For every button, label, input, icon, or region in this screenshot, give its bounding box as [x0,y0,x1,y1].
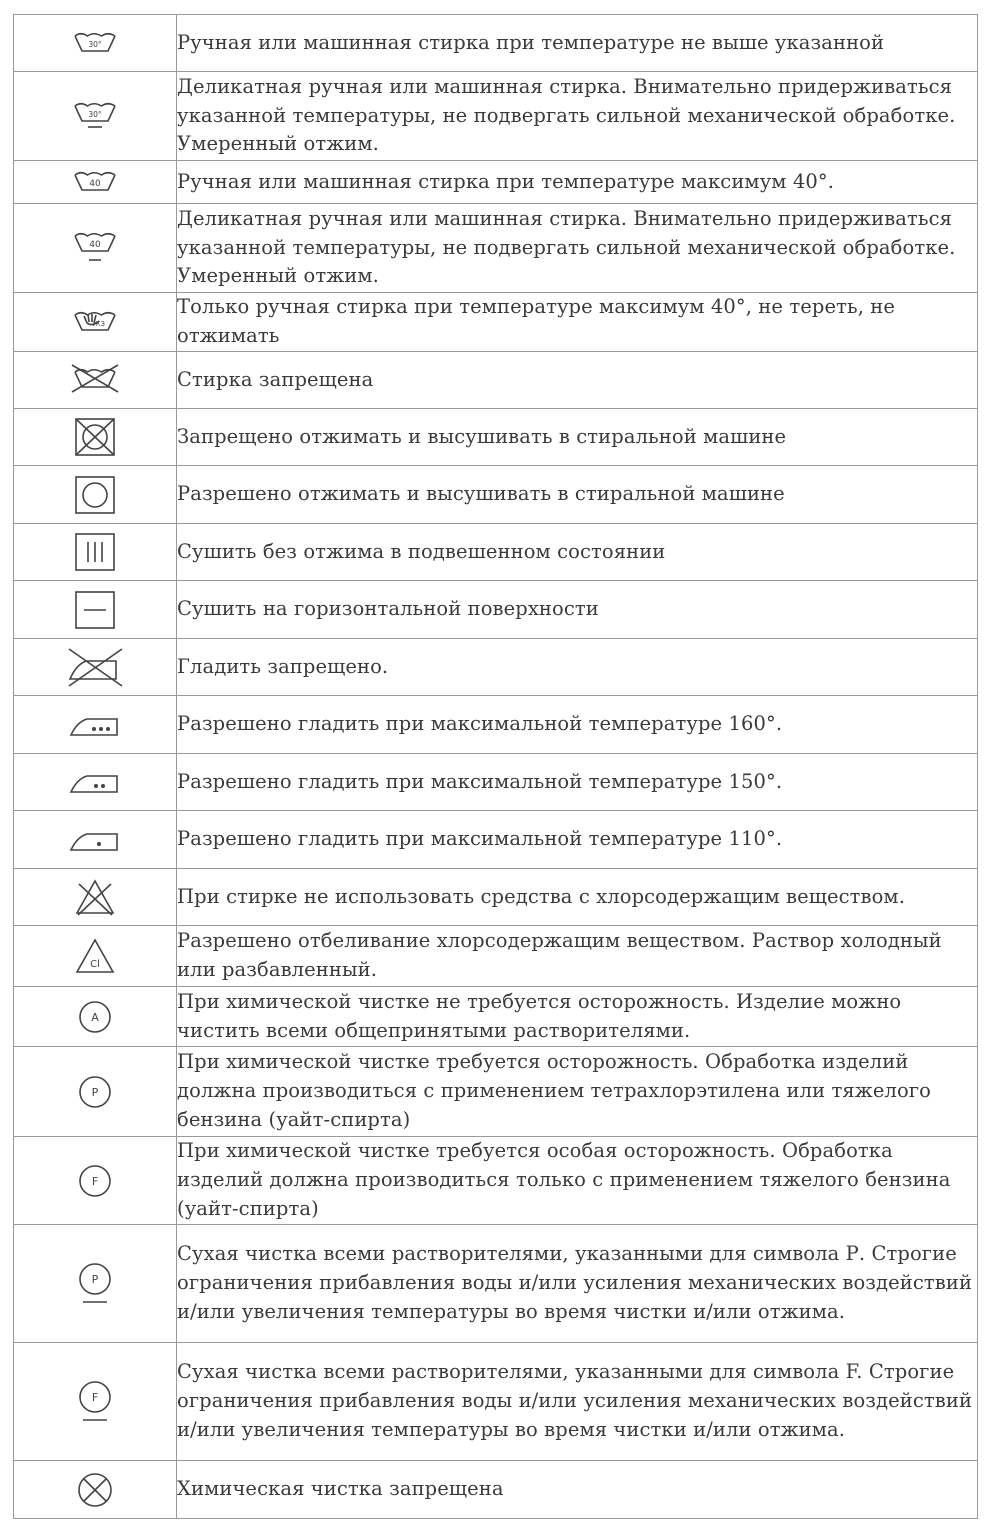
line-dry-icon [14,531,176,573]
care-row [14,926,978,987]
care-row [14,987,978,1047]
care-description: Разрешено гладить при максимальной температуре 160°. [177,696,978,754]
care-description: Разрешено гладить при максимальной температуре 150°. [177,754,978,811]
care-row [14,1461,978,1519]
dry-clean-letter: P [91,1272,99,1286]
wash-30-gentle-icon [14,100,176,132]
care-symbol-cell [14,352,177,409]
care-symbol-cell [14,987,177,1047]
care-symbol-cell [14,72,177,161]
care-symbol-cell [14,639,177,696]
wash-40-icon [14,169,176,195]
care-description: Разрешено отбеливание хлорсодержащим веществом. Раствор холодный или разбавленный. [177,926,978,987]
care-symbol-cell [14,926,177,987]
dry-clean-p-icon [14,1072,176,1112]
care-symbol-cell [14,293,177,352]
care-symbol-cell [14,1343,177,1461]
care-symbol-cell [14,15,177,72]
care-row [14,15,978,72]
care-row [14,869,978,926]
do-not-iron-icon [14,645,176,689]
wash-40-gentle-icon [14,229,176,267]
care-description: Сухая чистка всеми растворителями, указанными для символа F. Строгие ограничения прибавления воды и/или усиления механических воздействий и/или увеличения температуры во время чистки и/или отжима. [177,1343,978,1461]
dry-flat-icon [14,589,176,631]
care-description: Деликатная ручная или машинная стирка. Внимательно придерживаться указанной температуры, не подвергать сильной механической обработке. Умеренный отжим. [177,72,978,161]
care-row [14,352,978,409]
dry-clean-f-icon [14,1161,176,1201]
care-description: При химической чистке требуется осторожность. Обработка изделий должна производиться с применением тетрахлорэтилена или тяжелого бензина (уайт-спирта) [177,1047,978,1137]
care-symbol-cell [14,1047,177,1137]
care-row [14,696,978,754]
do-not-wash-icon [14,363,176,397]
care-symbol-cell [14,204,177,293]
care-symbol-cell [14,581,177,639]
wash-temp-label: 40 [89,179,101,189]
care-description: Ручная или машинная стирка при температуре не выше указанной [177,15,978,72]
dry-clean-letter: F [91,1174,99,1188]
care-row [14,161,978,204]
care-symbol-cell [14,161,177,204]
care-symbol-cell [14,466,177,524]
iron-one-dot-icon [14,825,176,855]
care-symbol-cell [14,754,177,811]
care-row [14,1343,978,1461]
care-description: Стирка запрещена [177,352,978,409]
care-description: Только ручная стирка при температуре максимум 40°, не тереть, не отжимать [177,293,978,352]
care-row [14,581,978,639]
care-description: При химической чистке требуется особая осторожность. Обработка изделий должна производиться только с применением тяжелого бензина (уайт-спирта) [177,1137,978,1225]
care-description: Разрешено отжимать и высушивать в стиральной машине [177,466,978,524]
wash-30-icon [14,30,176,56]
care-description: Сушить на горизонтальной поверхности [177,581,978,639]
chlorine-bleach-icon [14,936,176,976]
dry-clean-letter: A [91,1010,99,1024]
do-not-bleach-icon [14,877,176,917]
care-row [14,811,978,869]
do-not-tumble-dry-icon [14,416,176,458]
iron-three-dots-icon [14,710,176,740]
wash-temp-label: 30° [88,40,102,49]
tumble-dry-icon [14,474,176,516]
dry-clean-a-icon [14,997,176,1037]
care-row [14,72,978,161]
wash-temp-label: 40 [89,240,101,250]
care-symbol-cell [14,869,177,926]
care-row [14,204,978,293]
care-symbol-cell [14,524,177,581]
dry-clean-p-gentle-icon [14,1260,176,1308]
care-symbol-cell [14,1461,177,1519]
chlorine-label: Cl [90,959,100,970]
care-description: Запрещено отжимать и высушивать в стиральной машине [177,409,978,466]
care-row [14,409,978,466]
hand-wash-icon [14,308,176,336]
care-description: При химической чистке не требуется осторожность. Изделие можно чистить всеми общепринятыми растворителями. [177,987,978,1047]
care-row [14,1225,978,1343]
care-symbol-cell [14,409,177,466]
wash-temp-label: 30° [88,110,102,119]
care-row [14,1047,978,1137]
dry-clean-letter: P [91,1085,99,1099]
care-symbols-table [13,14,978,1519]
care-row [14,524,978,581]
care-row [14,293,978,352]
iron-two-dots-icon [14,767,176,797]
care-symbol-cell [14,696,177,754]
dry-clean-letter: F [91,1390,99,1404]
care-description: Деликатная ручная или машинная стирка. Внимательно придерживаться указанной температуры, не подвергать сильной механической обработке. Умеренный отжим. [177,204,978,293]
hand-wash-label: ЖЗ [92,320,106,328]
dry-clean-f-gentle-icon [14,1378,176,1426]
care-description: Разрешено гладить при максимальной температуре 110°. [177,811,978,869]
care-description: Гладить запрещено. [177,639,978,696]
care-row [14,1137,978,1225]
care-symbol-cell [14,1137,177,1225]
care-row [14,639,978,696]
care-row [14,466,978,524]
care-symbol-cell [14,1225,177,1343]
care-description: Химическая чистка запрещена [177,1461,978,1519]
care-symbol-cell [14,811,177,869]
care-description: При стирке не использовать средства с хлорсодержащим веществом. [177,869,978,926]
care-description: Ручная или машинная стирка при температуре максимум 40°. [177,161,978,204]
care-description: Сухая чистка всеми растворителями, указанными для символа Р. Строгие ограничения прибавления воды и/или усиления механических воздействий и/или увеличения температуры во время чистки и/или отжима. [177,1225,978,1343]
care-description: Сушить без отжима в подвешенном состоянии [177,524,978,581]
do-not-dry-clean-icon [14,1469,176,1511]
care-row [14,754,978,811]
